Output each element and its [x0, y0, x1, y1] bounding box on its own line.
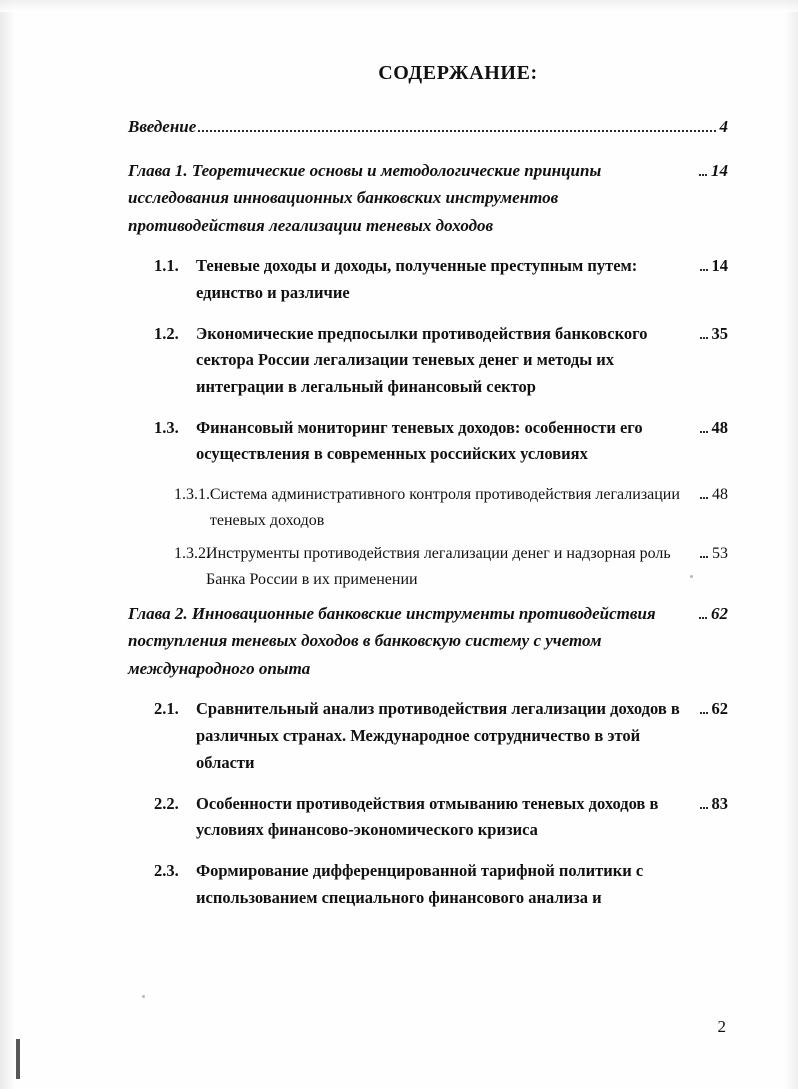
- toc-entry-text: Теневые доходы и доходы, полученные преступным путем: единство и различие: [196, 256, 642, 302]
- toc-entry-page: 4: [719, 117, 728, 136]
- scan-edge-right: [784, 0, 798, 1089]
- scan-speck: [142, 995, 145, 998]
- toc-entry-number: 2.1.: [154, 699, 179, 719]
- toc-entry-number: 1.1.: [154, 256, 179, 276]
- scan-speck: [690, 575, 693, 578]
- toc-entry-number: 1.3.1.: [174, 486, 210, 504]
- toc-entry[interactable]: [154, 321, 728, 401]
- toc-entry-page: 14: [711, 160, 728, 180]
- toc-entry[interactable]: [174, 482, 728, 534]
- toc-entry-number: 1.3.: [154, 417, 179, 437]
- toc-entry-line: [128, 157, 728, 240]
- toc-entry-number: 2.3.: [154, 860, 179, 880]
- toc-leader-dots: [700, 712, 708, 714]
- toc-entry[interactable]: [154, 791, 728, 844]
- toc-entry-line: [154, 321, 728, 401]
- toc-entry-page: 83: [711, 793, 728, 813]
- toc-leader-dots: [700, 337, 708, 339]
- toc-entry[interactable]: [154, 253, 728, 306]
- scan-edge-top: [0, 0, 798, 12]
- toc-entry-text: Формирование дифференцированной тарифной политики с использованием специального финансового анализа и: [196, 860, 648, 907]
- toc-entry-line: [154, 415, 728, 468]
- toc-leader-dots: [699, 617, 707, 619]
- toc-entry-text: Введение: [128, 117, 197, 136]
- toc-entry-page: 48: [712, 486, 728, 504]
- toc-entry-number: 1.3.2.: [174, 544, 210, 562]
- toc-entry-number: 1.2.: [154, 323, 179, 343]
- toc-entry-page: 35: [711, 323, 728, 343]
- toc-entry-text: Инструменты противодействия легализации денег и надзорная роль Банка России в их применении: [206, 544, 675, 588]
- toc-entry-text: Сравнительный анализ противодействия легализации доходов в различных странах. Международное сотрудничество в этой области: [196, 699, 684, 772]
- toc-entry-line: [154, 791, 728, 844]
- toc-leader-dots: [198, 130, 715, 132]
- toc-leader-dots: [700, 556, 708, 558]
- toc-entry-text: Особенности противодействия отмыванию теневых доходов в условиях финансово-экономического кризиса: [196, 793, 663, 840]
- toc-entry[interactable]: [128, 113, 728, 141]
- toc-entry-line: [174, 482, 728, 534]
- toc-entry-page: 53: [712, 544, 728, 562]
- toc-entry-number: 2.2.: [154, 793, 179, 813]
- toc-entry[interactable]: [154, 858, 728, 911]
- toc-entry-line: [128, 113, 728, 141]
- scan-edge-left: [0, 0, 16, 1089]
- toc-entry-text: Глава 2. Инновационные банковские инструменты противодействия поступления теневых доходов в банковскую систему с учетом международного опыта: [128, 603, 660, 678]
- toc-entry-text: Финансовый мониторинг теневых доходов: особенности его осуществления в современных российских условиях: [196, 417, 647, 464]
- margin-mark: [16, 1039, 20, 1079]
- table-of-contents: [128, 62, 728, 925]
- toc-entry-text: Система административного контроля противодействия легализации теневых доходов: [209, 486, 684, 530]
- toc-entry-page: 14: [711, 256, 728, 276]
- toc-entry-page: 62: [711, 603, 728, 623]
- toc-entry-line: [154, 858, 728, 911]
- toc-leader-dots: [700, 269, 708, 271]
- toc-entry-line: [154, 696, 728, 776]
- toc-entry[interactable]: [154, 696, 728, 776]
- page-number: 2: [717, 1017, 726, 1036]
- toc-entry-line: [128, 600, 728, 683]
- toc-list: [128, 113, 728, 911]
- toc-leader-dots: [700, 807, 708, 809]
- toc-entry-page: 48: [711, 417, 728, 437]
- page-title: СОДЕРЖАНИЕ:: [378, 62, 538, 84]
- toc-entry-text: Глава 1. Теоретические основы и методологические принципы исследования инновационных банковских инструментов противодействия легализации теневых доходов: [128, 160, 606, 235]
- toc-entry[interactable]: [174, 541, 728, 593]
- toc-leader-dots: [699, 174, 707, 176]
- toc-leader-dots: [700, 497, 708, 499]
- toc-entry-page: 62: [711, 699, 728, 719]
- toc-entry-line: [154, 253, 728, 306]
- toc-entry[interactable]: [128, 600, 728, 683]
- toc-leader-dots: [700, 431, 708, 433]
- toc-entry[interactable]: [154, 415, 728, 468]
- toc-entry-text: Экономические предпосылки противодействия банковского сектора России легализации теневых денег и методы их интеграции в легальный финансовый сектор: [196, 323, 652, 396]
- toc-entry-line: [174, 541, 728, 593]
- toc-entry[interactable]: [128, 157, 728, 240]
